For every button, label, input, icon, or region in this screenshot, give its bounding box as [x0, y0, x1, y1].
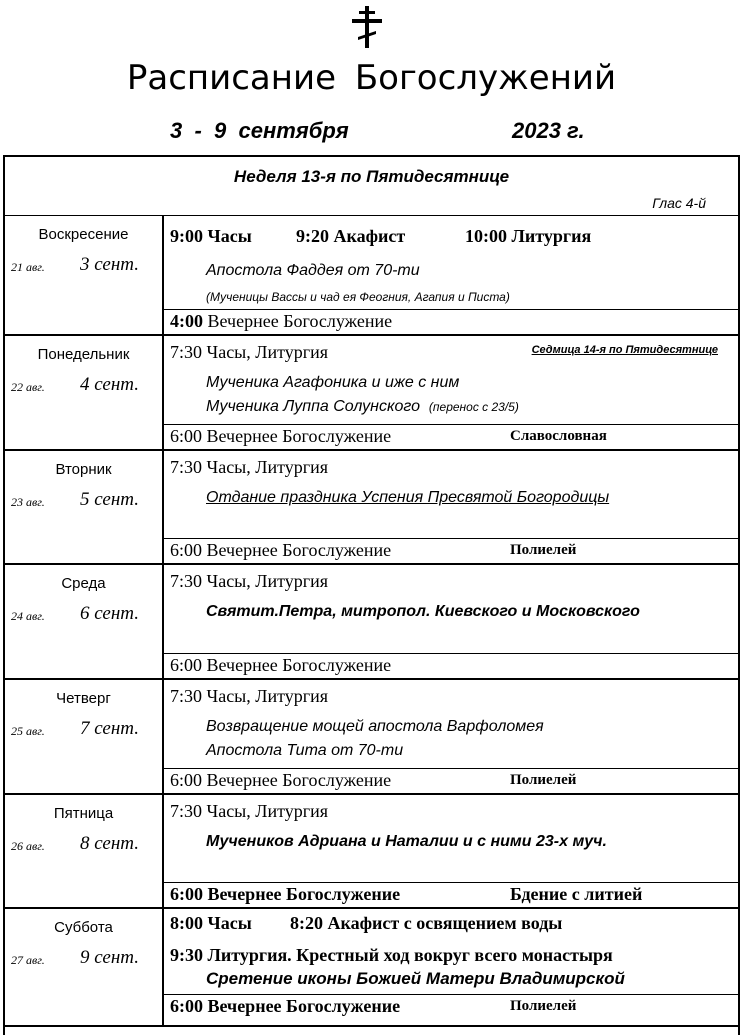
service: 7:30 Часы, Литургия: [170, 571, 329, 591]
old-date: 21 авг.: [11, 260, 45, 274]
day-cell: [5, 336, 164, 449]
evening-service: [164, 994, 738, 1019]
service: 9:00 Часы: [170, 226, 252, 246]
services-cell: [164, 336, 738, 449]
day-name: Вторник: [55, 461, 112, 478]
evening-service: [164, 424, 738, 449]
services-cell: [164, 451, 738, 563]
day-name: Среда: [61, 575, 106, 592]
new-date: 7 сент.: [80, 718, 139, 739]
new-date: 6 сент.: [80, 603, 139, 624]
day-cell: [5, 795, 164, 907]
evening-note: Полиелей: [510, 998, 577, 1014]
evening-service-text: 6:00 Вечернее Богослужение: [170, 996, 401, 1016]
day-row: [5, 565, 738, 680]
day-name: Понедельник: [37, 346, 130, 363]
year: 2023 г.: [512, 118, 585, 143]
evening-service: [164, 538, 738, 563]
evening-service-text: 6:00 Вечернее Богослужение: [170, 540, 392, 560]
old-date: 24 авг.: [11, 609, 45, 623]
service: 7:30 Часы, Литургия: [170, 801, 329, 821]
day-name: Пятница: [53, 805, 114, 822]
service: 7:30 Часы, Литургия: [170, 457, 329, 477]
saint: Мученика Луппа Солунского: [206, 398, 421, 415]
old-date: 25 авг.: [11, 724, 45, 738]
day-row: [5, 451, 738, 565]
services-cell: [164, 680, 738, 793]
evening-service-text: 6:00 Вечернее Богослужение: [170, 884, 401, 904]
evening-label: Вечернее Богослужение: [207, 311, 393, 331]
date-range: 3 - 9 сентября: [170, 118, 349, 143]
new-date: 4 сент.: [80, 374, 139, 395]
evening-service: [164, 653, 738, 678]
day-name: Суббота: [54, 919, 113, 936]
new-date: 9 сент.: [80, 947, 139, 968]
evening-service-text: [170, 311, 392, 332]
saint: Отдание праздника Успения Пресвятой Богородицы: [206, 489, 610, 506]
evening-service-text: 6:00 Вечернее Богослужение: [170, 655, 392, 675]
services-cell: [164, 909, 738, 1025]
saint-note: (перенос с 23/5): [428, 400, 519, 414]
evening-note: Полиелей: [510, 542, 577, 558]
service: 7:30 Часы, Литургия: [170, 342, 329, 362]
week-title: Неделя 13-я по Пятидесятнице: [233, 167, 510, 186]
old-date: 22 авг.: [11, 380, 45, 394]
evening-service-text: 6:00 Вечернее Богослужение: [170, 770, 392, 790]
old-date: 26 авг.: [11, 839, 45, 853]
day-row: [5, 216, 738, 336]
services-cell: [164, 565, 738, 678]
tone: Глас 4-й: [652, 195, 706, 211]
service: 8:20 Акафист с освящением воды: [290, 913, 563, 933]
day-name: Воскресение: [38, 226, 129, 243]
evening-service: [164, 309, 738, 334]
service: 9:20 Акафист: [296, 226, 406, 246]
old-date: 27 авг.: [11, 953, 45, 967]
day-row: [5, 680, 738, 795]
evening-time: 4:00: [170, 311, 203, 331]
day-cell: [5, 909, 164, 1025]
new-date: 3 сент.: [80, 254, 139, 275]
saint: Апостола Фаддея от 70-ти: [206, 262, 420, 279]
service: 7:30 Часы, Литургия: [170, 686, 329, 706]
saint-with-note: [206, 398, 519, 416]
page-title: Расписание Богослужений: [126, 58, 617, 98]
services-cell: [164, 216, 738, 334]
orthodox-cross-icon: [349, 6, 385, 48]
day-row: [5, 336, 738, 451]
week-header: [5, 157, 738, 216]
service: 8:00 Часы: [170, 913, 252, 933]
day-row: [5, 795, 738, 909]
day-cell: [5, 216, 164, 334]
new-date: 8 сент.: [80, 833, 139, 854]
saint: Мученика Агафоника и иже с ним: [206, 374, 460, 391]
day-name: Четверг: [56, 690, 111, 707]
day-cell: [5, 565, 164, 678]
old-date: 23 авг.: [11, 495, 45, 509]
service: 10:00 Литургия: [465, 226, 592, 246]
saint: Мучеников Адриана и Наталии и с ними 23-х муч.: [206, 833, 607, 850]
evening-note: Славословная: [510, 428, 607, 444]
evening-note: Бдение с литией: [510, 884, 643, 904]
saint: Возвращение мощей апостола Варфоломея: [206, 718, 544, 735]
evening-service: [164, 768, 738, 793]
day-row: [5, 909, 738, 1027]
evening-note: Полиелей: [510, 772, 577, 788]
week-note: Седмица 14-я по Пятидесятнице: [531, 344, 718, 356]
saint: Сретение иконы Божией Матери Владимирской: [206, 969, 625, 988]
saint: Святит.Петра, митропол. Киевского и Московского: [206, 603, 640, 620]
services-cell: [164, 795, 738, 907]
saint: Апостола Тита от 70-ти: [206, 742, 404, 759]
evening-service-text: 6:00 Вечернее Богослужение: [170, 426, 392, 446]
saint-note: (Мученицы Вассы и чад ея Феогния, Агапия и Писта): [206, 290, 510, 304]
day-cell: [5, 451, 164, 563]
day-cell: [5, 680, 164, 793]
evening-service: [164, 882, 738, 907]
service: 9:30 Литургия. Крестный ход вокруг всего монастыря: [170, 945, 613, 965]
new-date: 5 сент.: [80, 489, 139, 510]
